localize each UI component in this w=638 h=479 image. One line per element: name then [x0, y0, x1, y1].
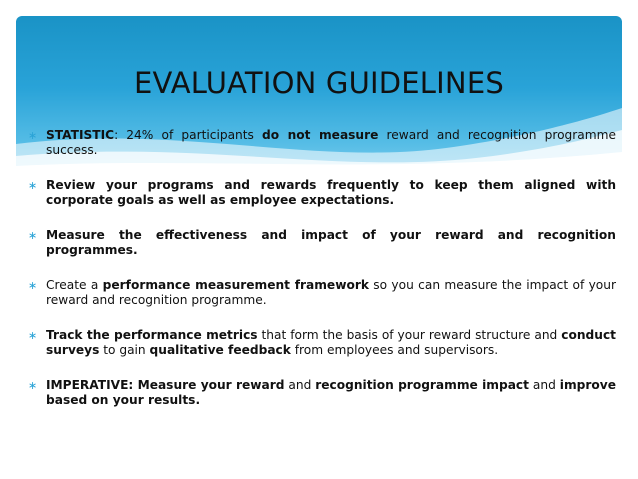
bullet-text-bold: recognition programme impact [315, 378, 529, 392]
bullet-text: : 24% of participants [114, 128, 263, 142]
bullet-framework [28, 278, 616, 308]
bullet-review-programs [28, 178, 616, 208]
bullet-text-bold: conduct surveys [46, 328, 616, 357]
bullet-text-bold: STATISTIC [46, 128, 115, 142]
bullet-text-bold: do not measure [262, 128, 379, 142]
bullet-text-bold: performance measurement framework [102, 278, 369, 292]
bullet-text: that form the basis of your reward structure and [257, 328, 562, 342]
bullet-text-bold: Review your programs and rewards frequently to keep them aligned with corporate goals as well as employee expectations. [46, 178, 616, 207]
asterisk-bullet-icon: ∗ [28, 329, 38, 342]
asterisk-bullet-icon: ∗ [28, 379, 38, 392]
bullet-track-metrics [28, 328, 616, 358]
bullet-list [28, 128, 616, 428]
bullet-text-bold: qualitative feedback [149, 343, 291, 357]
asterisk-bullet-icon: ∗ [28, 129, 38, 142]
asterisk-bullet-icon: ∗ [28, 279, 38, 292]
bullet-text: to gain [99, 343, 150, 357]
slide-title: EVALUATION GUIDELINES [134, 66, 504, 100]
bullet-text: reward and recognition programme success. [46, 128, 617, 157]
bullet-text: and [529, 378, 560, 392]
bullet-text: so you can measure the impact of your reward and recognition programme. [46, 278, 616, 307]
bullet-measure-effectiveness [28, 228, 616, 258]
bullet-statistic [28, 128, 616, 158]
bullet-text-bold: Track the performance metrics [46, 328, 258, 342]
bullet-text-bold: improve based on your results. [46, 378, 616, 407]
bullet-imperative [28, 378, 616, 408]
bullet-text: and [284, 378, 316, 392]
bullet-text: Create a [46, 278, 103, 292]
bullet-text: from employees and supervisors. [290, 343, 499, 357]
asterisk-bullet-icon: ∗ [28, 179, 38, 192]
bullet-text-bold: IMPERATIVE: Measure your reward [46, 378, 285, 392]
asterisk-bullet-icon: ∗ [28, 229, 38, 242]
bullet-text-bold: Measure the effectiveness and impact of your reward and recognition programmes. [46, 228, 616, 257]
